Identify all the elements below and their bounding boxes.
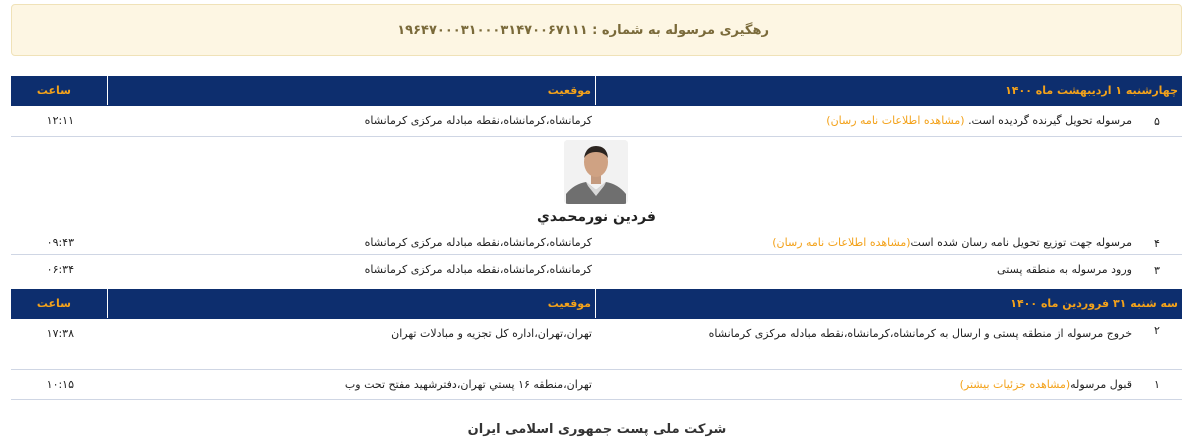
row-location: کرمانشاه،کرمانشاه،نقطه مبادله مرکزی کرمانشاه: [364, 114, 592, 127]
row-location: کرمانشاه،کرمانشاه،نقطه مبادله مرکزی کرمانشاه: [364, 263, 592, 276]
time-header: ساعت: [11, 289, 108, 318]
view-more-details-link[interactable]: (مشاهده جزئیات بیشتر): [959, 377, 1071, 391]
events-table-day2: [11, 289, 1182, 400]
row-time: ۱۰:۱۵: [46, 377, 74, 391]
date-header: چهارشنبه ۱ اردیبهشت ماه ۱۴۰۰: [1005, 84, 1178, 97]
time-header: ساعت: [11, 76, 108, 105]
courier-card: [11, 137, 1182, 232]
courier-name: فردین نورمحمدي: [537, 209, 656, 225]
row-description: [596, 233, 1132, 253]
row-description: ورود مرسوله به منطقه پستی: [997, 263, 1132, 276]
row-number: ۲: [1154, 324, 1160, 337]
row-time: ۱۲:۱۱: [46, 114, 74, 127]
row-description: [596, 111, 1132, 131]
row-location: کرمانشاه،کرمانشاه،نقطه مبادله مرکزی کرمانشاه: [364, 236, 592, 249]
description-text: مرسوله جهت توزیع تحویل نامه رسان شده است: [910, 236, 1132, 249]
row-location: تهران،منطقه ۱۶ پستي تهران،دفترشهيد مفتح تحت وب: [344, 377, 592, 391]
table-header: [11, 76, 1182, 106]
person-photo-icon: [564, 140, 628, 204]
table-row: [11, 255, 1182, 285]
location-header: موقعیت: [108, 76, 596, 105]
row-time: ۱۷:۳۸: [46, 327, 74, 340]
table-row: [11, 232, 1182, 255]
row-time: ۰۹:۴۳: [46, 236, 74, 249]
tracking-banner: [11, 4, 1182, 56]
table-row: [11, 319, 1182, 370]
row-number: ۴: [1154, 236, 1160, 250]
row-location: تهران،تهران،اداره کل تجزیه و مبادلات تهران: [391, 327, 592, 340]
description-text: قبول مرسوله: [1070, 377, 1132, 391]
description-text: مرسوله تحویل گیرنده گردیده است.: [968, 114, 1132, 127]
events-table-day1: [11, 76, 1182, 285]
row-number: ۱: [1154, 378, 1160, 391]
row-description: [596, 375, 1132, 395]
location-header: موقعیت: [108, 289, 596, 318]
footer-company-name: شرکت ملی پست جمهوری اسلامی ایران: [467, 422, 727, 437]
row-time: ۰۶:۳۴: [46, 263, 74, 276]
date-header: سه شنبه ۳۱ فروردین ماه ۱۴۰۰: [1010, 297, 1178, 310]
row-number: ۵: [1154, 114, 1160, 128]
table-row: [11, 370, 1182, 400]
table-row: [11, 106, 1182, 137]
courier-photo: [564, 140, 628, 204]
row-description: خروج مرسوله از منطقه پستی و ارسال به کرمانشاه،کرمانشاه،نقطه مبادله مرکزی کرمانشاه: [708, 327, 1132, 340]
table-header: [11, 289, 1182, 319]
view-courier-info-link[interactable]: (مشاهده اطلاعات نامه رسان): [826, 114, 965, 127]
tracking-title: رهگیری مرسوله به شماره : ۱۹۶۴۷۰۰۰۳۱۰۰۰۳۱۴۷۰۰۶۷۱۱۱: [397, 22, 769, 38]
view-courier-info-link[interactable]: (مشاهده اطلاعات نامه رسان): [772, 236, 911, 249]
row-number: ۳: [1154, 263, 1160, 277]
